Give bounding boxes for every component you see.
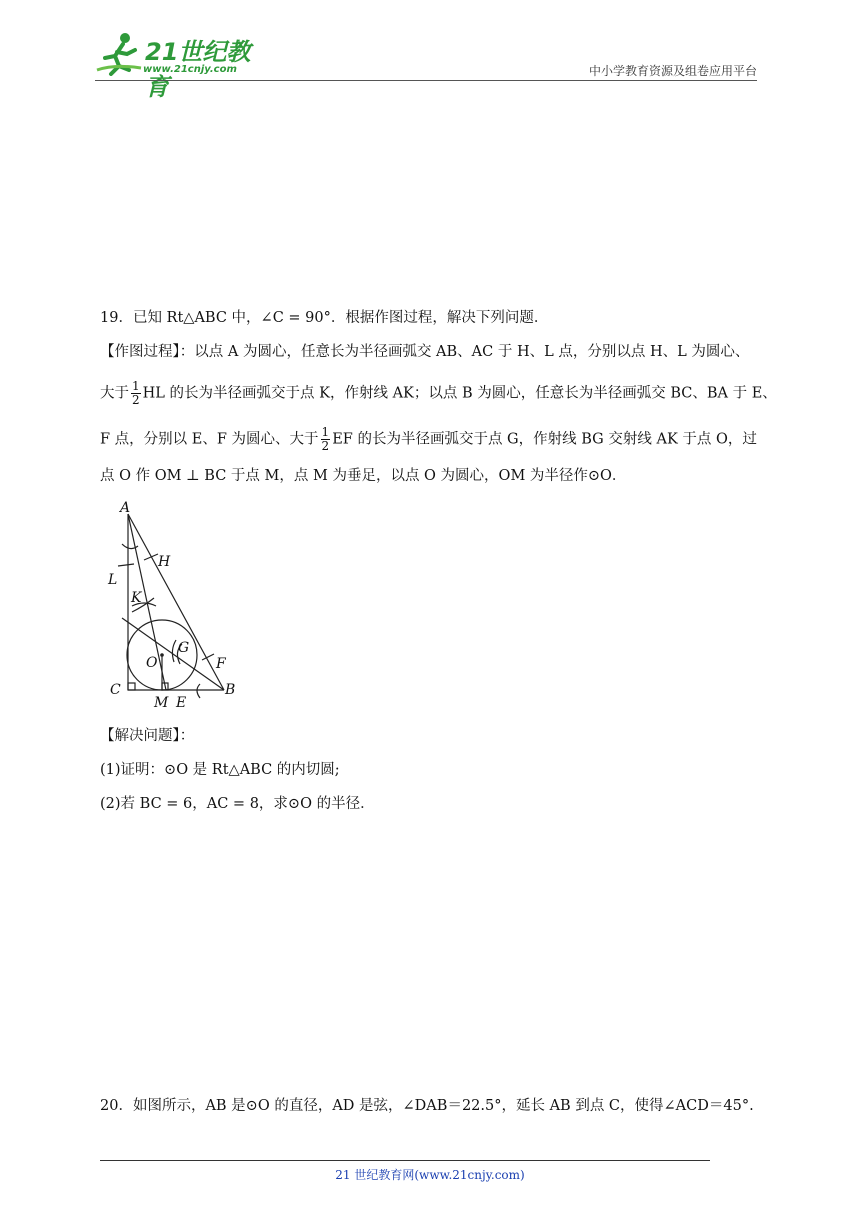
runner-icon [95,30,145,76]
q19-line-3-post: HL 的长为半径画弧交于点 K，作射线 AK；以点 B 为圆心，任意长为半径画弧交 BC、BA 于 E、 [142,385,777,402]
label-c: C [110,682,121,698]
q19-part-2: (2)若 BC = 6，AC = 8，求⊙O 的半径． [100,796,375,812]
label-g: G [178,640,190,656]
arc-l-mark [118,564,134,566]
arc-e-mark [197,684,200,698]
label-b: B [225,682,236,698]
label-m: M [154,695,169,711]
fraction-half [131,380,141,407]
arc-h-mark [144,554,158,560]
footer-divider [100,1160,710,1161]
label-o: O [146,655,158,671]
label-a: A [120,500,131,516]
label-e: E [176,695,187,711]
logo-url: www.21cnjy.com [143,64,237,75]
right-angle-mark [128,683,135,690]
q19-line-2: 【作图过程】：以点 A 为圆心，任意长为半径画弧交 AB、AC 于 H、L 点，分别以点 H、L 为圆心、 [100,344,750,360]
side-ab [128,514,224,690]
label-f: F [216,656,226,672]
label-k: K [131,590,142,606]
arc-g1 [172,640,176,662]
q19-line-5: 点 O 作 OM ⊥ BC 于点 M，点 M 为垂足，以点 O 为圆心，OM 为半径作⊙O． [100,468,627,484]
logo [95,30,265,101]
label-h: H [158,554,171,570]
solve-title: 【解决问题】： [100,728,195,744]
logo-text: 21世纪教育 [145,38,251,101]
header-platform-text: 中小学教育资源及组卷应用平台 [588,64,757,78]
frac-den-2: 2 [321,439,330,453]
fraction-half-2 [321,426,331,453]
center-o-dot [160,653,164,657]
header-divider [95,80,757,81]
arc-f-mark [202,654,214,660]
footer-text[interactable]: 21 世纪教育网(www.21cnjy.com) [335,1168,525,1182]
q19-line-1: 19．已知 Rt△ABC 中，∠C = 90°．根据作图过程，解决下列问题． [100,310,549,326]
q19-line-3-pre: 大于 [100,385,129,402]
label-l: L [108,572,118,588]
q19-line-4-post: EF 的长为半径画弧交于点 G，作射线 BG 交射线 AK 于点 O，过 [332,431,757,448]
q19-line-3 [100,379,777,407]
arc-hl [122,544,138,549]
page-header [95,30,757,101]
triangle-construction-figure [104,500,254,715]
frac-num-2: 1 [321,425,330,439]
q19-line-4 [100,426,765,453]
q19-part-1: (1)证明：⊙O 是 Rt△ABC 的内切圆; [100,762,340,778]
q19-line-4-pre: F 点，分别以 E、F 为圆心、大于 [100,431,319,448]
q20-line-1: 20．如图所示，AB 是⊙O 的直径，AD 是弦，∠DAB＝22.5°，延长 AB 到点 C，使得∠ACD＝45°. [100,1098,754,1114]
frac-den: 2 [132,393,140,407]
frac-num: 1 [132,379,140,393]
